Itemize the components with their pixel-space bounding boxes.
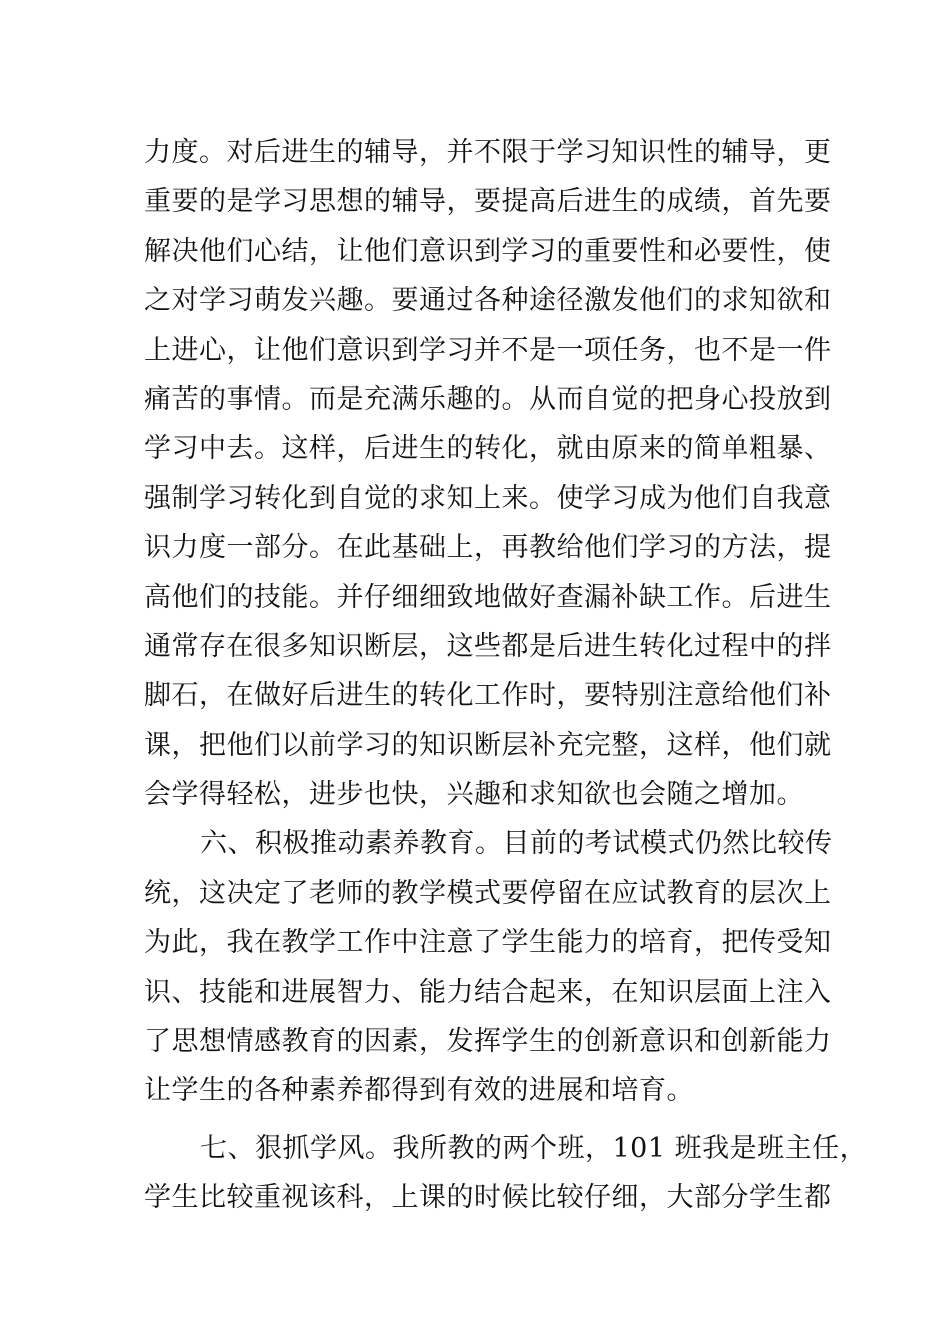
text-line: 识、技能和进展智力、能力结合起来，在知识层面上注入 [144, 976, 832, 1008]
text-line: 学生比较重视该科，上课的时候比较仔细，大部分学生都 [144, 1182, 832, 1214]
text-line: 会学得轻松，进步也快，兴趣和求知欲也会随之增加。 [144, 779, 804, 811]
text-line: 课，把他们以前学习的知识断层补充完整，这样，他们就 [144, 729, 832, 761]
text-line: 了思想情感教育的因素，发挥学生的创新意识和创新能力 [144, 1026, 832, 1058]
text-line: 之对学习萌发兴趣。要通过各种途径激发他们的求知欲和 [144, 285, 832, 317]
body-text [144, 128, 868, 1223]
text-line: 重要的是学习思想的辅导，要提高后进生的成绩，首先要 [144, 186, 832, 218]
text-line: 上进心，让他们意识到学习并不是一项任务，也不是一件 [144, 334, 832, 366]
text-line: 通常存在很多知识断层，这些都是后进生转化过程中的拌 [144, 630, 832, 662]
text-line: 解决他们心结，让他们意识到学习的重要性和必要性，使 [144, 235, 832, 267]
text-line: 识力度一部分。在此基础上，再教给他们学习的方法，提 [144, 532, 832, 564]
text-line: 学习中去。这样，后进生的转化，就由原来的简单粗暴、 [144, 433, 832, 465]
text-line: 统，这决定了老师的教学模式要停留在应试教育的层次上 [144, 877, 832, 909]
text-line: 让学生的各种素养都得到有效的进展和培育。 [144, 1075, 694, 1107]
text-line: 强制学习转化到自觉的求知上来。使学习成为他们自我意 [144, 482, 832, 514]
text-line: 为此，我在教学工作中注意了学生能力的培育，把传受知 [144, 927, 832, 959]
paragraph-seven-start: 七、狠抓学风。我所教的两个班，101 班我是班主任， [200, 1132, 868, 1164]
text-line: 脚石，在做好后进生的转化工作时，要特别注意给他们补 [144, 680, 832, 712]
text-line: 痛苦的事情。而是充满乐趣的。从而自觉的把身心投放到 [144, 383, 832, 415]
text-line: 高他们的技能。并仔细细致地做好查漏补缺工作。后进生 [144, 581, 832, 613]
paragraph-six-start: 六、积极推动素养教育。目前的考试模式仍然比较传 [200, 828, 833, 860]
text-line: 力度。对后进生的辅导，并不限于学习知识性的辅导，更 [144, 137, 832, 168]
